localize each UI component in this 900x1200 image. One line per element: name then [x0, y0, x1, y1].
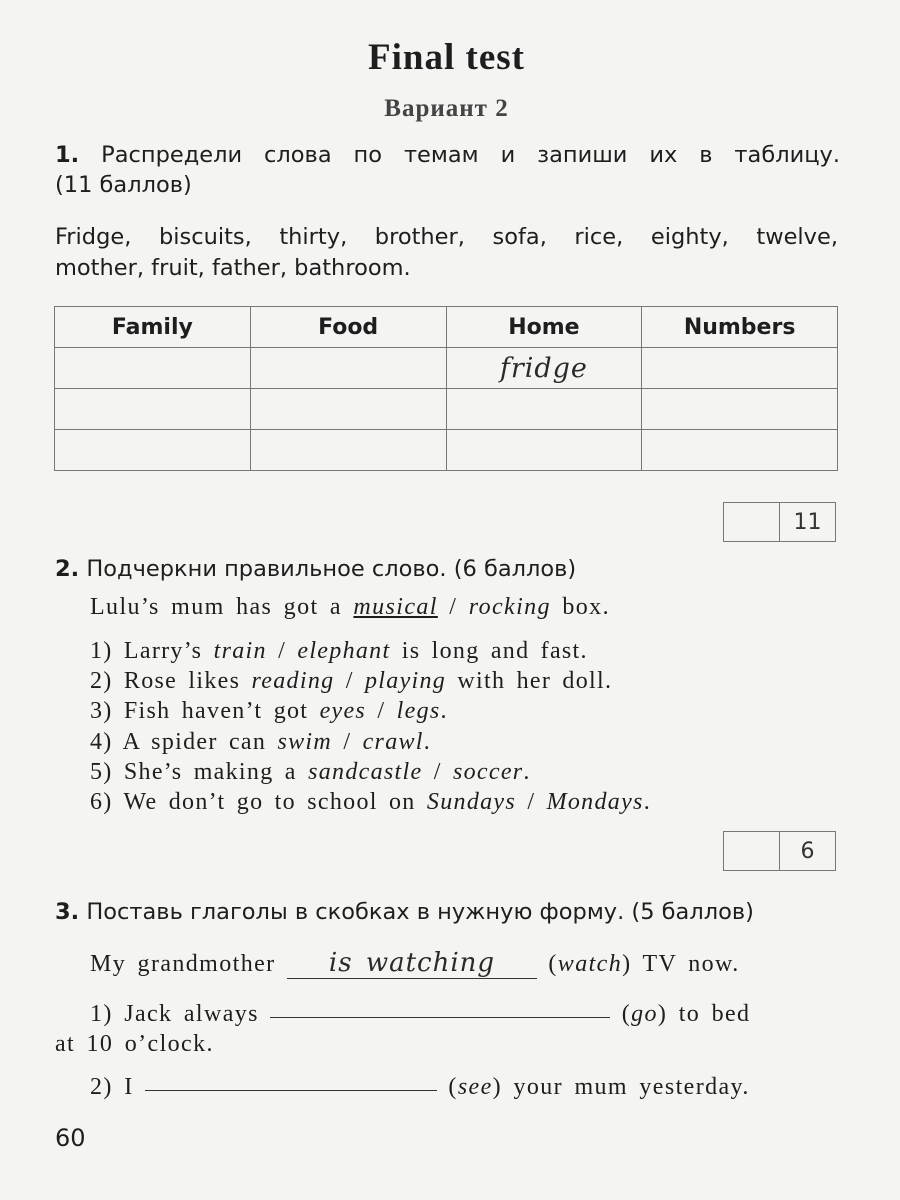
task3-item-1-continued: at 10 o’clock. [55, 1031, 214, 1057]
task1-points: (11 баллов) [55, 172, 192, 198]
max-score: 11 [793, 509, 822, 535]
table-cell[interactable] [446, 389, 642, 430]
table-row [55, 348, 838, 389]
table-cell[interactable] [250, 430, 446, 471]
task3-item-2: 2) I (see) your mum yesterday. [90, 1074, 750, 1100]
list-item: 6) We don’t go to school on Sundays / Mondays. [90, 789, 651, 816]
option[interactable]: Mondays [546, 789, 644, 816]
option[interactable]: soccer [452, 758, 524, 785]
answer-line [287, 948, 537, 979]
option[interactable]: reading [251, 668, 335, 695]
list-item: 5) She’s making a sandcastle / soccer. [90, 758, 531, 785]
column-home: Home [446, 307, 642, 348]
list-item: 2) Rose likes reading / playing with her doll. [90, 668, 613, 695]
table-cell[interactable] [250, 389, 446, 430]
task2-example: Lulu’s mum has got a musical / rocking box. [90, 594, 610, 620]
task3-item-1: 1) Jack always (go) to bed [90, 1001, 751, 1027]
option[interactable]: train [213, 638, 267, 664]
variant-heading: Вариант 2 [384, 95, 509, 122]
table-cell[interactable] [55, 389, 251, 430]
list-item: 3) Fish haven’t got eyes / legs. [90, 698, 448, 725]
task1-instruction: 1. Распредели слова по темам и запиши их в таблицу. (11 баллов) [55, 142, 840, 198]
task1-score-box [723, 502, 836, 542]
table-cell[interactable] [446, 348, 642, 389]
table-row [55, 430, 838, 471]
task2-instruction: 2. Подчеркни правильное слово. (6 баллов) [55, 556, 577, 582]
table-cell[interactable] [642, 430, 838, 471]
handwritten-answer: fridge [499, 352, 588, 384]
option[interactable]: elephant [297, 638, 391, 664]
column-numbers: Numbers [642, 307, 838, 348]
task2-number: 2. [55, 556, 80, 582]
option[interactable]: Sundays [426, 789, 517, 816]
table-cell[interactable] [446, 430, 642, 471]
handwritten-answer: is watching [328, 948, 496, 978]
table-cell[interactable] [55, 430, 251, 471]
table-cell[interactable] [250, 348, 446, 389]
table-header-row [55, 307, 838, 348]
task3-number: 3. [55, 899, 80, 925]
page-number: 60 [55, 1124, 86, 1152]
task2-score-box [723, 831, 836, 871]
answer-line[interactable] [270, 1016, 610, 1018]
task3-example: My grandmother is watching (watch) TV now. [90, 948, 740, 978]
score-entry-cell[interactable] [724, 832, 780, 870]
task3-instruction: 3. Поставь глаголы в скобках в нужную форму. (5 баллов) [55, 899, 754, 925]
list-item: 4) A spider can swim / crawl. [90, 728, 432, 755]
table-cell[interactable] [642, 348, 838, 389]
max-score: 6 [800, 838, 815, 864]
page-title: Final test [368, 37, 525, 78]
table-cell[interactable] [642, 389, 838, 430]
column-food: Food [250, 307, 446, 348]
option[interactable]: swim [277, 728, 333, 755]
option[interactable]: legs [396, 698, 441, 725]
column-family: Family [55, 307, 251, 348]
answer-line[interactable] [145, 1089, 437, 1091]
list-item: 1) Larry’s train / elephant is long and fast. [90, 638, 588, 664]
topics-table [54, 306, 838, 471]
table-cell[interactable] [55, 348, 251, 389]
option[interactable]: sandcastle [308, 758, 423, 785]
option[interactable]: crawl [362, 728, 424, 755]
option[interactable]: playing [365, 668, 447, 695]
option[interactable]: eyes [319, 698, 367, 725]
task1-number: 1. [55, 142, 80, 168]
score-entry-cell[interactable] [724, 503, 780, 541]
task1-word-list: Fridge, biscuits, thirty, brother, sofa, rice, eighty, twelve, mother, fruit, father, bathroom. [55, 224, 838, 281]
underlined-option: musical [353, 594, 438, 620]
table-row [55, 389, 838, 430]
task2-items [90, 636, 840, 817]
